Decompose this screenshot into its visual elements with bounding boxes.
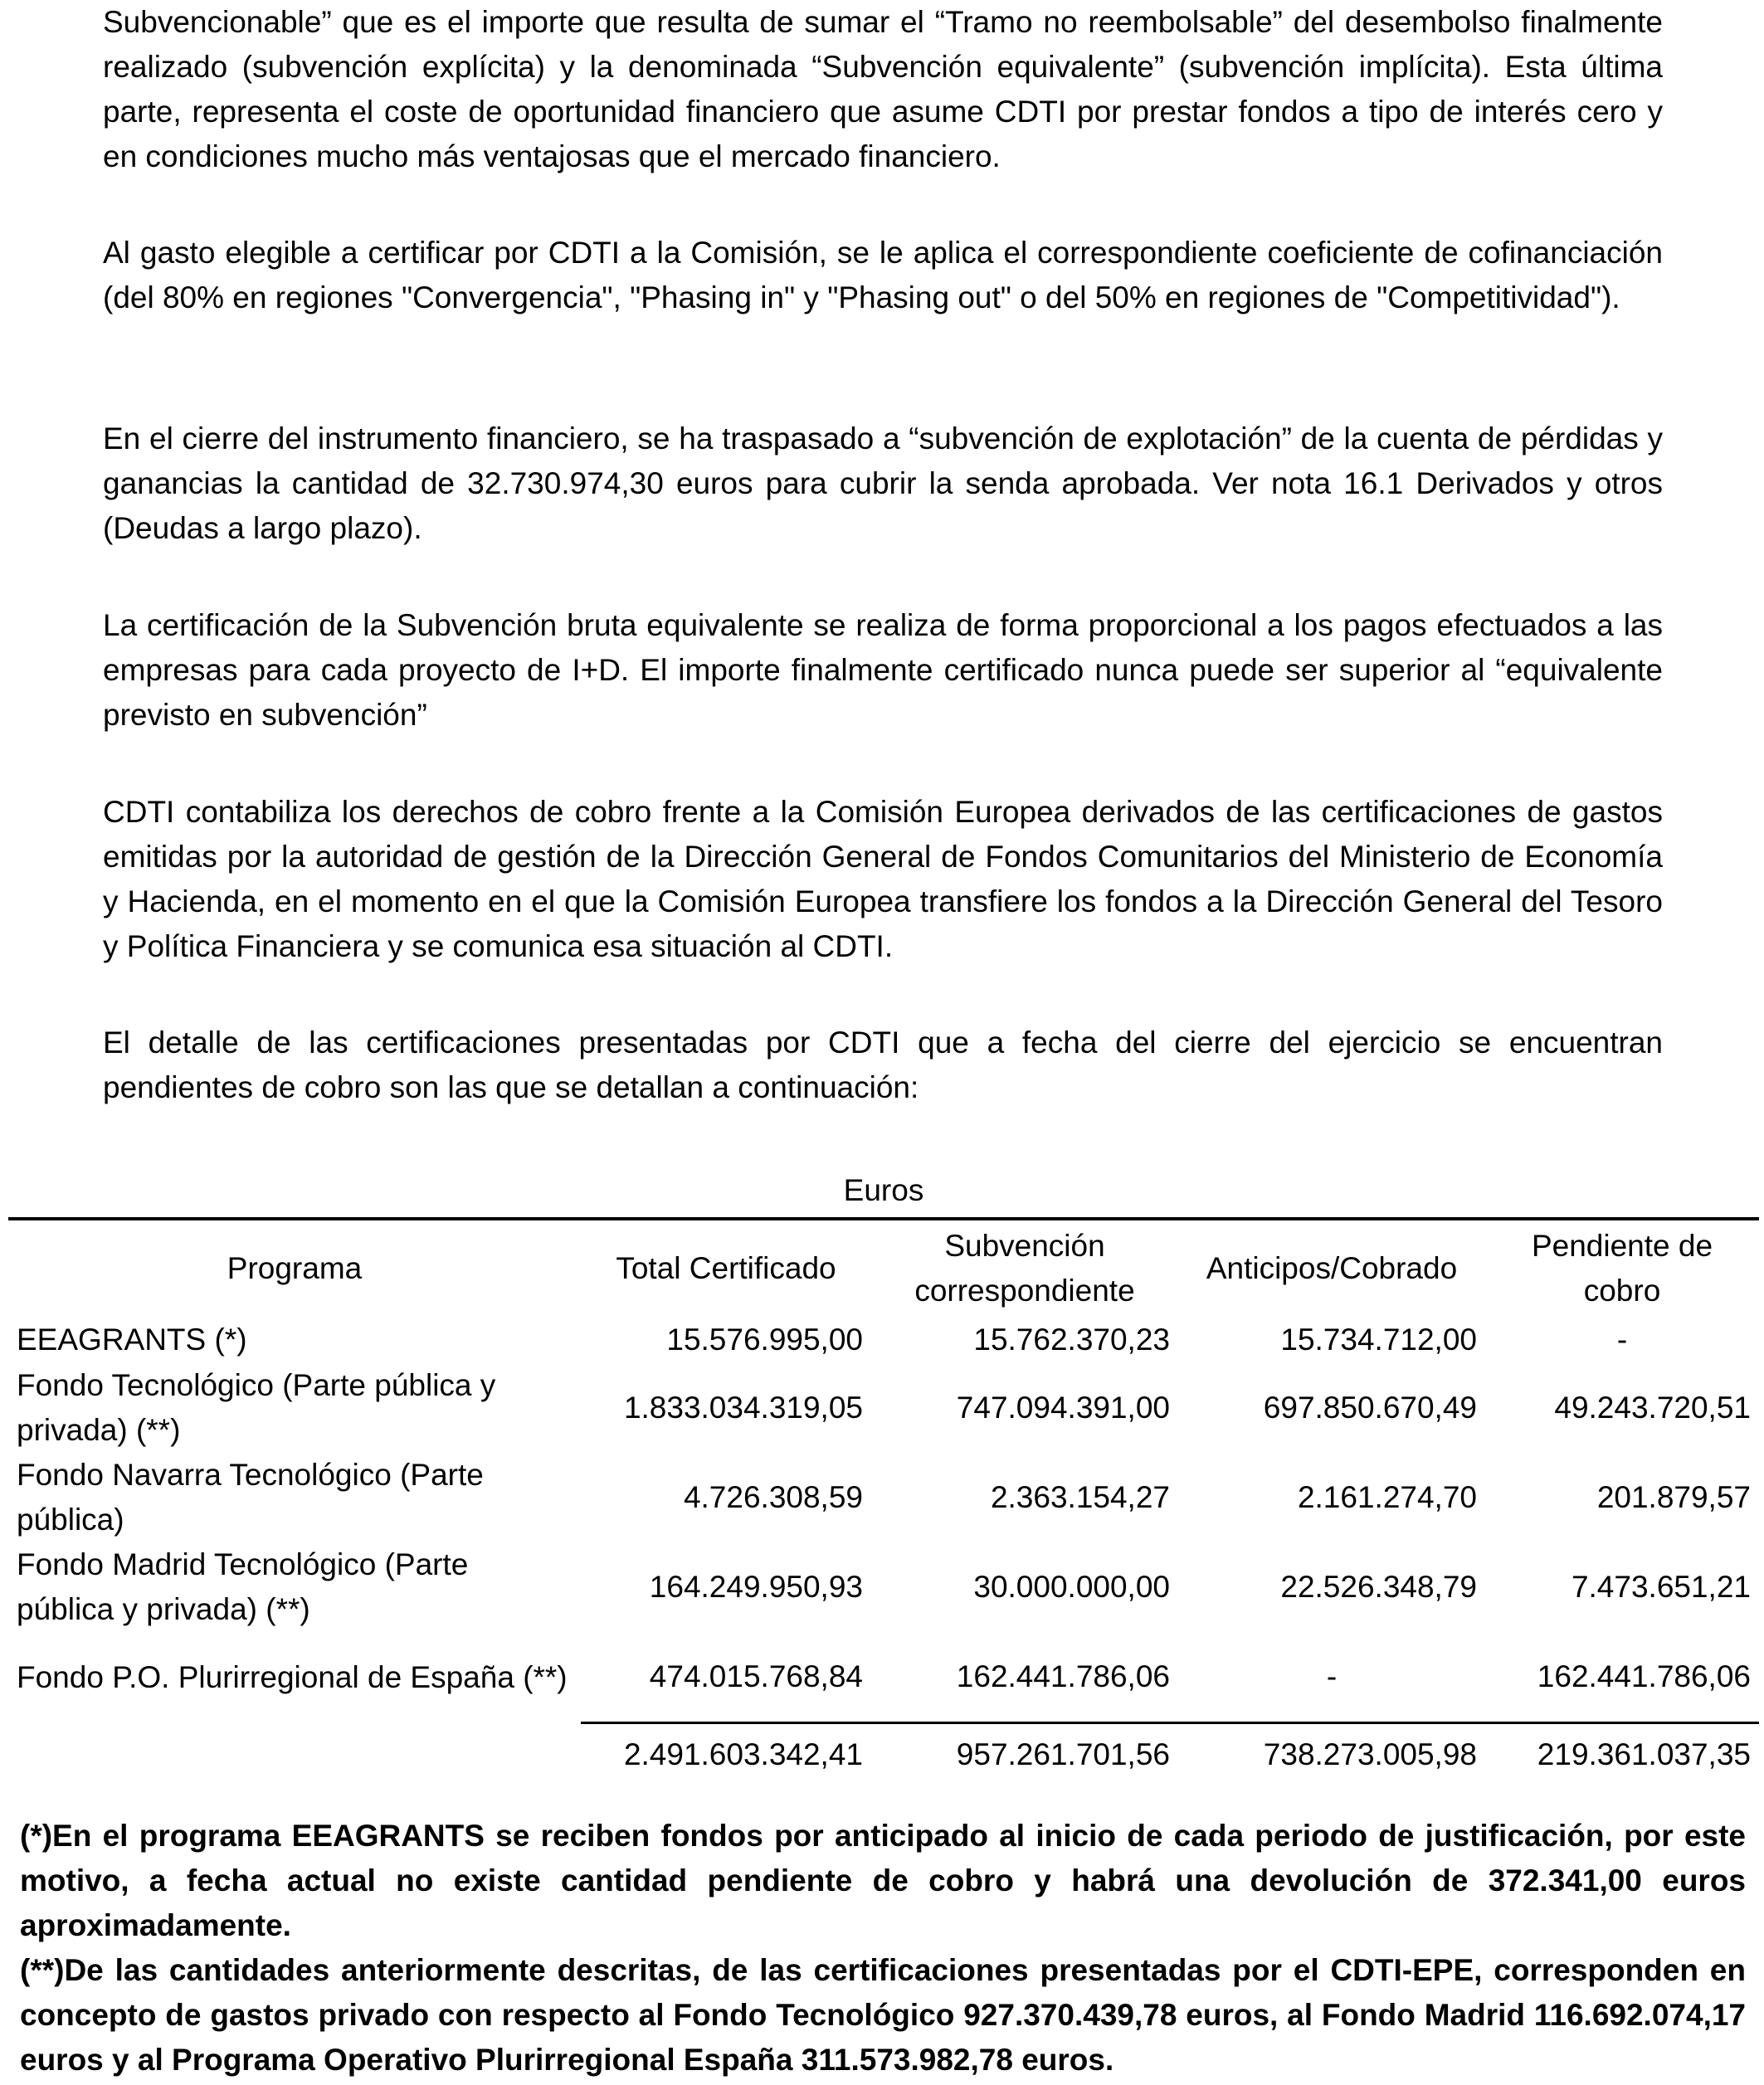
paragraph-certificacion-subvencion: La certificación de la Subvención bruta equivalente se realiza de forma proporcional a los pagos efectuados a las empresas para cada proyecto de I+D. El importe finalmente certificado nunca puede ser superior al “equivalente previsto en subvención” [103, 608, 1663, 732]
cell-pendiente: - [1616, 1323, 1628, 1357]
total-anticipos: 738.273.005,98 [1178, 1723, 1485, 1786]
cell-anticipos: 697.850.670,49 [1263, 1391, 1477, 1425]
paragraph-subvencionable: Subvencionable” que es el importe que resulta de sumar el “Tramo no reembolsable” del desembolso finalmente realizado (subvención explícita) y la denominada “Subvención equivalente” (subvención implícita). Esta última parte, representa el coste de oportunidad financiero que asume CDTI por prestar fondos a tipo de interés cero y en condiciones mucho más ventajosas que el mercado financiero. [103, 5, 1663, 173]
cell-pendiente: 49.243.720,51 [1554, 1391, 1751, 1425]
cell-anticipos: 22.526.348,79 [1280, 1570, 1477, 1604]
cell-programa: Fondo P.O. Plurirregional de España (**) [17, 1659, 568, 1694]
certifications-table [8, 1217, 1759, 1785]
paragraph-detalle-certificaciones: El detalle de las certificaciones presentadas por CDTI que a fecha del cierre del ejercicio se encuentran pendientes de cobro son las que se detallan a continuación: [103, 1025, 1663, 1104]
cell-pendiente: 201.879,57 [1596, 1480, 1751, 1514]
total-subvencion: 957.261.701,56 [871, 1723, 1178, 1786]
table-row [8, 1542, 1759, 1632]
cell-pendiente: 162.441.786,06 [1537, 1659, 1751, 1693]
paragraph-derechos-cobro: CDTI contabiliza los derechos de cobro frente a la Comisión Europea derivados de las certificaciones de gastos emitidas por la autoridad de gestión de la Dirección General de Fondos Comunitarios del Ministerio de Economía y Hacienda, en el momento en el que la Comisión Europea transfiere los fondos a la Dirección General del Tesoro y Política Financiera y se comunica esa situación al CDTI. [103, 795, 1663, 963]
footnote-eeagrants: (*)En el programa EEAGRANTS se reciben fondos por anticipado al inicio de cada periodo de justificación, por este motivo, a fecha actual no existe cantidad pendiente de cobro y habrá una devolución de 372.341,00 euros aproximadamente. [20, 1819, 1746, 1942]
cell-total-empty [8, 1723, 581, 1786]
cell-subvencion: 162.441.786,06 [956, 1659, 1170, 1693]
total-pendiente: 219.361.037,35 [1485, 1723, 1759, 1786]
table-header-row [8, 1219, 1759, 1317]
cell-programa: Fondo Navarra Tecnológico (Parte pública) [17, 1458, 484, 1537]
cell-anticipos: - [1326, 1659, 1338, 1693]
header-programa: Programa [8, 1219, 581, 1317]
table-row [8, 1317, 1759, 1363]
cell-total-certificado: 15.576.995,00 [666, 1323, 863, 1357]
cell-total-certificado: 4.726.308,59 [683, 1480, 863, 1514]
cell-total-certificado: 474.015.768,84 [649, 1659, 863, 1693]
header-total-certificado: Total Certificado [581, 1219, 871, 1317]
cell-programa: EEAGRANTS (*) [17, 1323, 247, 1357]
header-anticipos: Anticipos/Cobrado [1178, 1219, 1485, 1317]
cell-subvencion: 2.363.154,27 [990, 1480, 1170, 1514]
table-row [8, 1363, 1759, 1453]
table-row [8, 1453, 1759, 1542]
cell-subvencion: 15.762.370,23 [973, 1323, 1170, 1357]
cell-programa: Fondo Madrid Tecnológico (Parte pública y privada) (**) [17, 1547, 469, 1626]
cell-total-certificado: 1.833.034.319,05 [623, 1391, 863, 1425]
cell-anticipos: 2.161.274,70 [1297, 1480, 1477, 1514]
header-pendiente: Pendiente de cobro [1485, 1219, 1759, 1317]
total-certificado: 2.491.603.342,41 [581, 1723, 871, 1786]
cell-pendiente: 7.473.651,21 [1571, 1570, 1751, 1604]
cell-anticipos: 15.734.712,00 [1280, 1323, 1477, 1357]
cell-programa: Fondo Tecnológico (Parte pública y privada) (**) [17, 1368, 496, 1447]
paragraph-gasto-elegible: Al gasto elegible a certificar por CDTI a la Comisión, se le aplica el correspondiente coeficiente de cofinanciación (del 80% en regiones "Convergencia", "Phasing in" y "Phasing out" o del 50% en regiones de "Competitividad"). [103, 236, 1663, 314]
table-unit-label: Euros [843, 1173, 924, 1207]
table-row [8, 1632, 1759, 1723]
table-total-row [8, 1723, 1759, 1786]
cell-total-certificado: 164.249.950,93 [649, 1570, 863, 1604]
footnote-gastos-privados: (**)De las cantidades anteriormente descritas, de las certificaciones presentadas por el CDTI-EPE, corresponden en concepto de gastos privado con respecto al Fondo Tecnológico 927.370.439,78 euros, al Fondo Madrid 116.692.074,17 euros y al Programa Operativo Plurirregional España 311.573.982,78 euros. [20, 1953, 1746, 2077]
cell-subvencion: 30.000.000,00 [973, 1570, 1170, 1604]
header-subvencion: Subvención correspondiente [871, 1219, 1178, 1317]
paragraph-cierre-instrumento: En el cierre del instrumento financiero, se ha traspasado a “subvención de explotación” de la cuenta de pérdidas y ganancias la cantidad de 32.730.974,30 euros para cubrir la senda aprobada. Ver nota 16.1 Derivados y otros (Deudas a largo plazo). [103, 421, 1663, 545]
cell-subvencion: 747.094.391,00 [956, 1391, 1170, 1425]
